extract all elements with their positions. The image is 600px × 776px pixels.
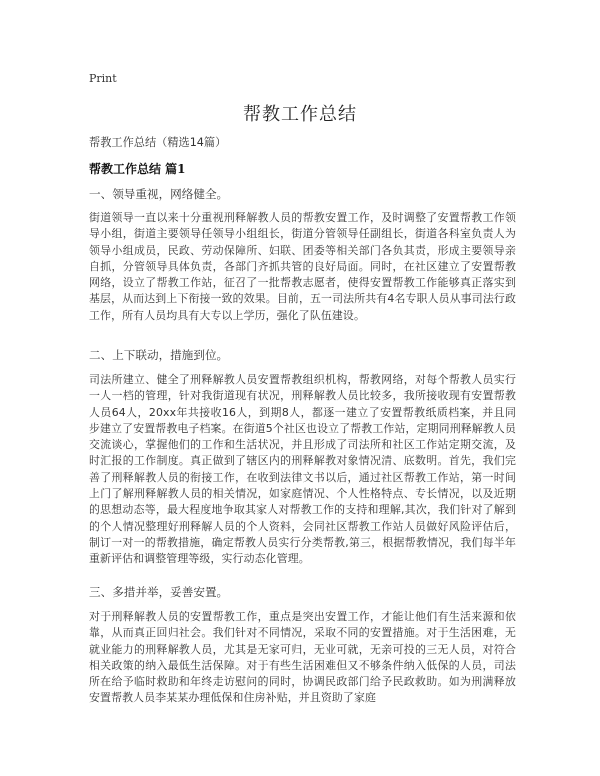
document-subtitle: 帮教工作总结（精选14篇） [89,136,227,149]
paragraph-1: 街道领导一直以来十分重视刑释解教人员的帮教安置工作，及时调整了安置帮教工作领导小组，街道主要领导任领导小组组长，街道分管领导任副组长，街道各科室负责人为领导小组成员，民政、劳动保障所、妇联、团委等相关部门各负其责，形成主要领导亲自抓，分管领导具体负责，各部门齐抓共管的良好局面。同时，在社区建立了安置帮教网络，设立了帮教工作站，征召了一批帮教志愿者，使得安置帮教工作能够真正落实到基层，从而达到上下衔接一致的效果。目前，五一司法所共有4名专职人员从事司法行政工作，所有人员均具有大专以上学历，强化了队伍建设。 [89,211,516,322]
paragraph-3: 对于刑释解教人员的安置帮教工作，重点是突出安置工作，才能让他们有生活来源和依靠，从而真正回归社会。我们针对不同情况，采取不同的安置措施。对于生活困难，无就业能力的刑释解教人员，尤其是无家可归，无业可就，无亲可投的三无人员，对符合相关政策的纳入最低生活保障。对于有些生活困难但又不够条件纳入低保的人员，司法所在给予临时救助和年终走访慰问的同时，协调民政部门给予民政救助。如为刑满释放安置帮教人员李某某办理低保和住房补贴，并且资助了家庭 [89,610,516,705]
section-heading-1: 一、领导重视，网络健全。 [89,187,229,201]
section-title: 帮教工作总结 篇1 [89,162,186,176]
page-title: 帮教工作总结 [243,104,357,125]
section-heading-3: 三、多措并举，妥善安置。 [89,585,229,599]
paragraph-2: 司法所建立、健全了刑释解教人员安置帮教组织机构，帮教网络，对每个帮教人员实行一人一档的管理，针对我街道现有状况，刑释解教人员比较多，我所接收现有安置帮教人员64人，20xx年共接收16人，到期8人，都逐一建立了安置帮教纸质档案，并且同步建立了安置帮教电子档案。在街道5个社区也设立了帮教工作站，定期同刑释解教人员交流谈心，掌握他们的工作和生活状况，并且形成了司法所和社区工作站定期交流，及时汇报的工作制度。真正做到了辖区内的刑释解教对象情况清、底数明。首先，我们完善了刑释解教人员的衔接工作，在收到法律文书以后，通过社区帮教工作站，第一时间上门了解刑释解教人员的相关情况，如家庭情况、个人性格特点、专长情况，以及近期的思想动态等，最大程度地争取其家人对帮教工作的支持和理解,其次，我们针对了解到的个人情况整理好刑释解人员的个人资料，会同社区帮教工作站人员做好风险评估后，制订一对一的帮教措施，确定帮教人员实行分类帮教,第三，根据帮教情况，我们每半年重新评估和调整管理等级，实行动态化管理。 [89,373,516,566]
print-label[interactable]: Print [89,72,117,85]
section-heading-2: 二、上下联动，措施到位。 [89,348,229,362]
